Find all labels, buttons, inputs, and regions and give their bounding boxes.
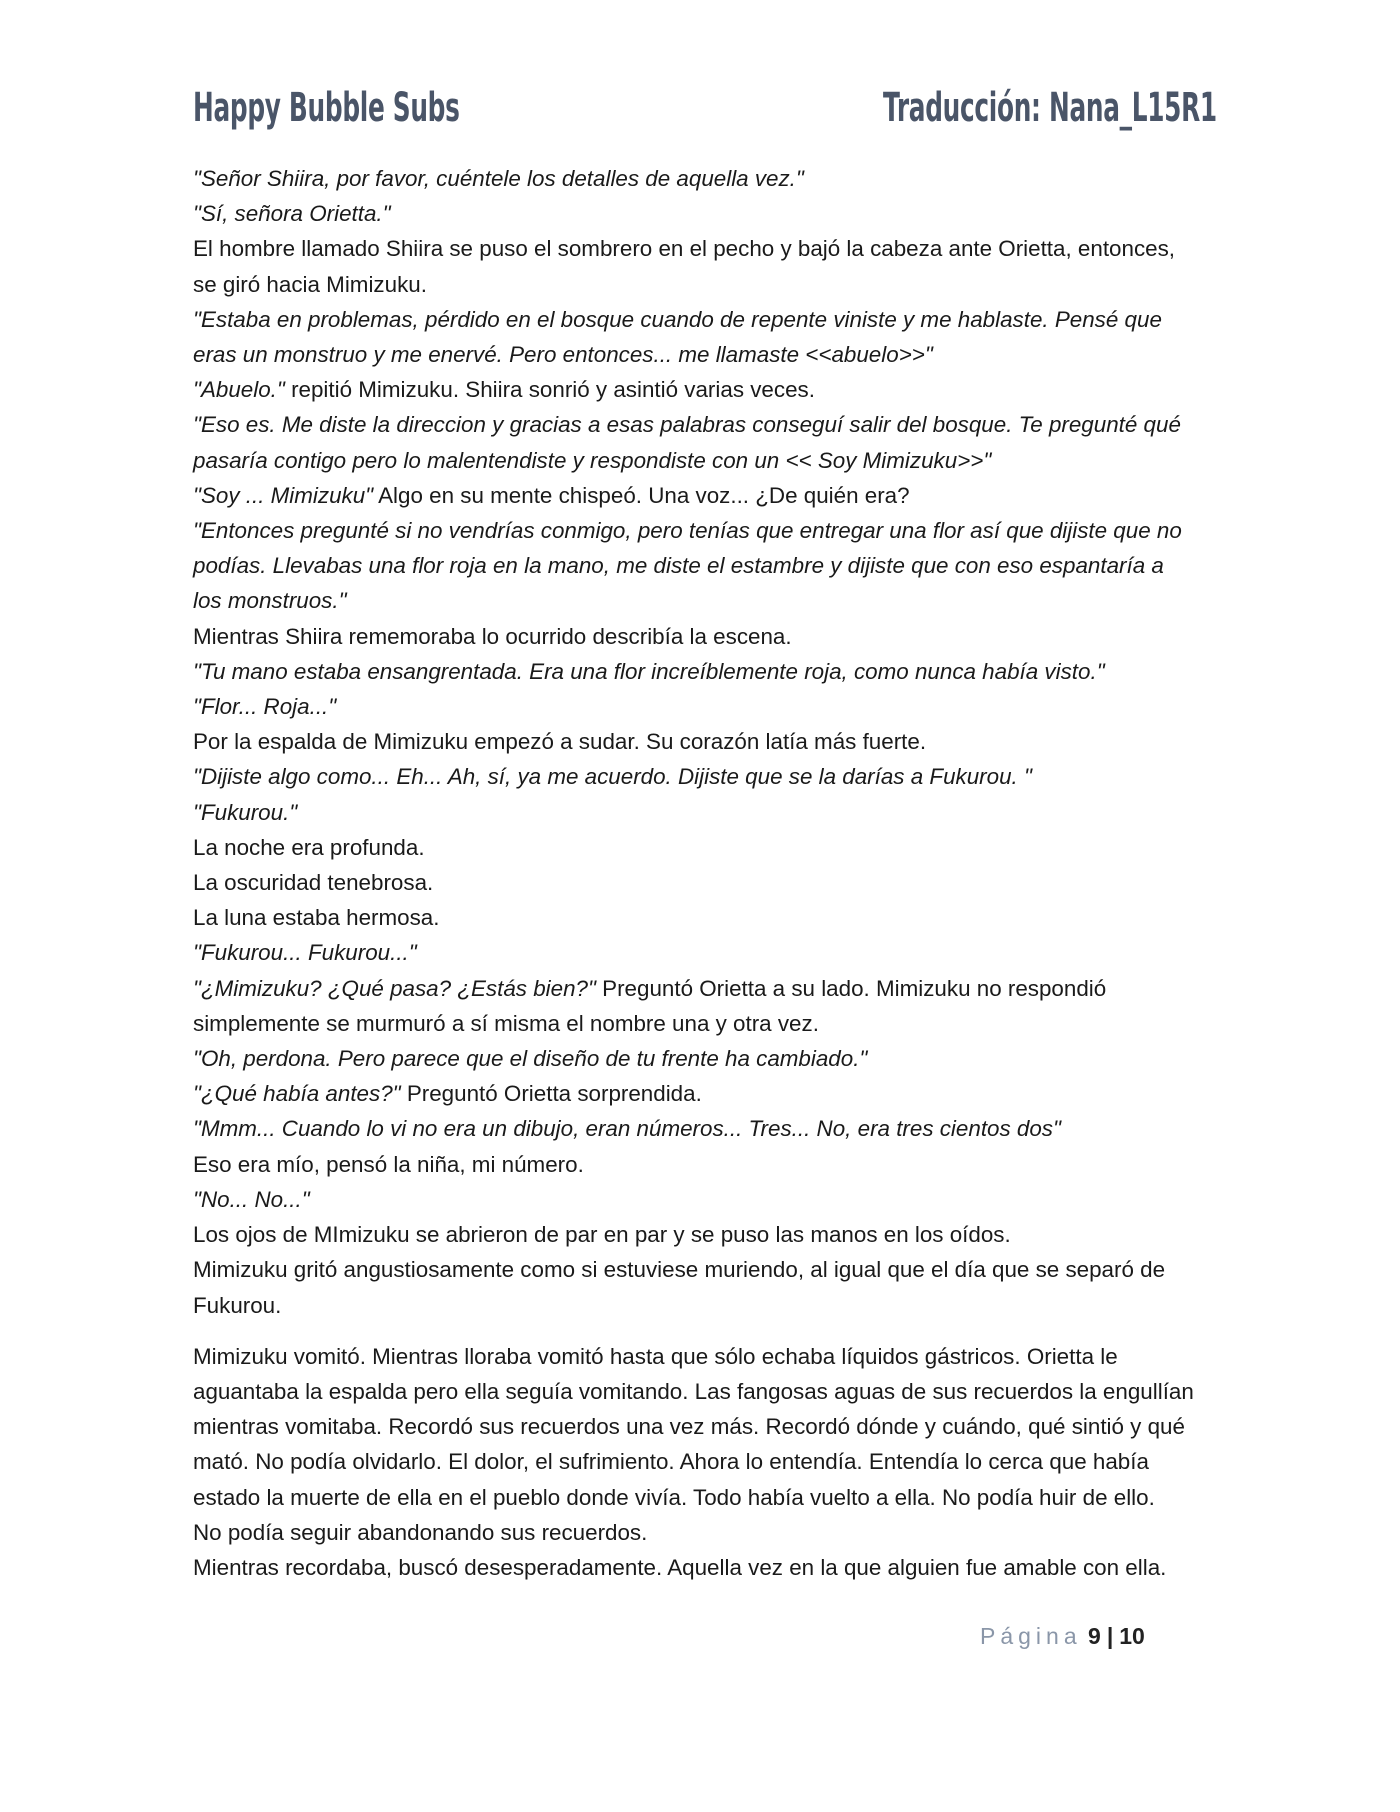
page-total: 10 <box>1119 1623 1145 1649</box>
dialogue-text: "Abuelo." <box>193 377 285 403</box>
narration-text: aguantaba la espalda pero ella seguía vomitando. Las fangosas aguas de sus recuerdos la engullían <box>193 1378 1194 1404</box>
page-separator: | <box>1106 1623 1114 1649</box>
narration-text: Preguntó Orietta a su lado. Mimizuku no respondió <box>595 975 1107 1001</box>
text-line <box>193 267 1213 302</box>
dialogue-text: "Entonces pregunté si no vendrías conmigo, pero tenías que entregar una flor así que dijiste que no <box>193 518 1182 544</box>
text-line <box>193 795 1213 830</box>
text-line <box>193 1252 1213 1287</box>
text-line <box>193 1217 1213 1252</box>
narration-text: Los ojos de MImizuku se abrieron de par en par y se puso las manos en los oídos. <box>193 1222 1011 1248</box>
text-line <box>193 1444 1213 1479</box>
page-header <box>193 78 1217 148</box>
narration-text: Por la espalda de Mimizuku empezó a sudar. Su corazón latía más fuerte. <box>193 729 927 755</box>
dialogue-text: "No... No..." <box>193 1186 310 1212</box>
dialogue-text: eras un monstruo y me enervé. Pero entonces... me llamaste <<abuelo>>" <box>193 342 933 368</box>
text-line <box>193 689 1213 724</box>
text-line <box>193 337 1213 372</box>
dialogue-text: "Fukurou." <box>193 799 298 825</box>
text-line <box>193 971 1213 1006</box>
text-line <box>193 1515 1213 1550</box>
narration-text: La noche era profunda. <box>193 834 425 860</box>
text-line <box>193 196 1213 231</box>
dialogue-text: "Soy ... Mimizuku" <box>193 482 374 508</box>
text-line <box>193 619 1213 654</box>
narration-text: Fukurou. <box>193 1292 282 1318</box>
narration-text: Mientras recordaba, buscó desesperadamente. Aquella vez en la que alguien fue amable con ella. <box>193 1554 1167 1580</box>
text-line <box>193 1182 1213 1217</box>
dialogue-text: pasaría contigo pero lo malentendiste y respondiste con un << Soy Mimizuku>>" <box>193 447 992 473</box>
text-line <box>193 583 1213 618</box>
text-line <box>193 1076 1213 1111</box>
narration-text: Mimizuku vomitó. Mientras lloraba vomitó hasta que sólo echaba líquidos gástricos. Orietta le <box>193 1343 1118 1369</box>
text-line <box>193 654 1213 689</box>
text-line <box>193 372 1213 407</box>
text-line <box>193 302 1213 337</box>
dialogue-text: "Mmm... Cuando lo vi no era un dibujo, eran números... Tres... No, era tres cientos dos" <box>193 1116 1061 1142</box>
dialogue-text: "Fukurou... Fukurou..." <box>193 940 417 966</box>
header-translator-credit: Traducción: Nana_L15R1 <box>883 85 1217 131</box>
narration-text: El hombre llamado Shiira se puso el sombrero en el pecho y bajó la cabeza ante Orietta, entonces, <box>193 236 1176 262</box>
dialogue-text: "Eso es. Me diste la direccion y gracias a esas palabras conseguí salir del bosque. Te pregunté qué <box>193 412 1181 438</box>
text-line <box>193 1288 1213 1323</box>
dialogue-text: "Estaba en problemas, pérdido en el bosque cuando de repente viniste y me hablaste. Pensé que <box>193 306 1162 332</box>
text-line <box>193 1339 1213 1374</box>
text-line <box>193 1374 1213 1409</box>
dialogue-text: los monstruos." <box>193 588 347 614</box>
document-body <box>193 161 1213 1585</box>
dialogue-text: "Dijiste algo como... Eh... Ah, sí, ya me acuerdo. Dijiste que se la darías a Fukurou. " <box>193 764 1032 790</box>
narration-text: Algo en su mente chispeó. Una voz... ¿De quién era? <box>373 482 910 508</box>
text-line <box>193 1409 1213 1444</box>
text-line <box>193 478 1213 513</box>
text-line <box>193 1111 1213 1146</box>
header-group-name: Happy Bubble Subs <box>193 85 460 131</box>
text-line <box>193 1550 1213 1585</box>
narration-text: estado la muerte de ella en el pueblo donde vivía. Todo había vuelto a ella. No podía huir de ello. <box>193 1484 1155 1510</box>
text-line <box>193 900 1213 935</box>
text-line <box>193 1147 1213 1182</box>
text-line <box>193 935 1213 970</box>
dialogue-text: "Sí, señora Orietta." <box>193 201 391 227</box>
text-line <box>193 231 1213 266</box>
narration-text: Preguntó Orietta sorprendida. <box>400 1081 702 1107</box>
narration-text: Eso era mío, pensó la niña, mi número. <box>193 1151 584 1177</box>
text-line <box>193 724 1213 759</box>
page-label: Página <box>980 1623 1082 1649</box>
text-line <box>193 1480 1213 1515</box>
dialogue-text: "¿Qué había antes?" <box>193 1081 401 1107</box>
narration-text: mientras vomitaba. Recordó sus recuerdos una vez más. Recordó dónde y cuándo, qué sintió y qué <box>193 1414 1185 1440</box>
text-line <box>193 513 1213 548</box>
text-line <box>193 1041 1213 1076</box>
dialogue-text: "Oh, perdona. Pero parece que el diseño de tu frente ha cambiado." <box>193 1046 868 1072</box>
narration-text: Mientras Shiira rememoraba lo ocurrido describía la escena. <box>193 623 792 649</box>
text-line <box>193 830 1213 865</box>
dialogue-text: "¿Mimizuku? ¿Qué pasa? ¿Estás bien?" <box>193 975 596 1001</box>
text-line <box>193 548 1213 583</box>
narration-text: Mimizuku gritó angustiosamente como si estuviese muriendo, al igual que el día que se separó de <box>193 1257 1166 1283</box>
dialogue-text: "Flor... Roja..." <box>193 694 337 720</box>
narration-text: se giró hacia Mimizuku. <box>193 271 427 297</box>
dialogue-text: podías. Llevabas una flor roja en la mano, me diste el estambre y dijiste que con eso espantaría a <box>193 553 1164 579</box>
text-line <box>193 865 1213 900</box>
text-line <box>193 161 1213 196</box>
narration-text: No podía seguir abandonando sus recuerdos. <box>193 1519 648 1545</box>
text-line <box>193 1006 1213 1041</box>
text-line <box>193 443 1213 478</box>
narration-text: La oscuridad tenebrosa. <box>193 870 434 896</box>
narration-text: repitió Mimizuku. Shiira sonrió y asintió varias veces. <box>284 377 815 403</box>
dialogue-text: "Señor Shiira, por favor, cuéntele los detalles de aquella vez." <box>193 166 804 191</box>
page-footer <box>980 1618 1180 1654</box>
narration-text: mató. No podía olvidarlo. El dolor, el sufrimiento. Ahora lo entendía. Entendía lo cerca que había <box>193 1449 1149 1475</box>
narration-text: simplemente se murmuró a sí misma el nombre una y otra vez. <box>193 1010 819 1036</box>
narration-text: La luna estaba hermosa. <box>193 905 440 931</box>
text-line <box>193 407 1213 442</box>
page-number: 9 <box>1088 1623 1101 1649</box>
text-line <box>193 759 1213 794</box>
dialogue-text: "Tu mano estaba ensangrentada. Era una flor increíblemente roja, como nunca había visto." <box>193 658 1105 684</box>
